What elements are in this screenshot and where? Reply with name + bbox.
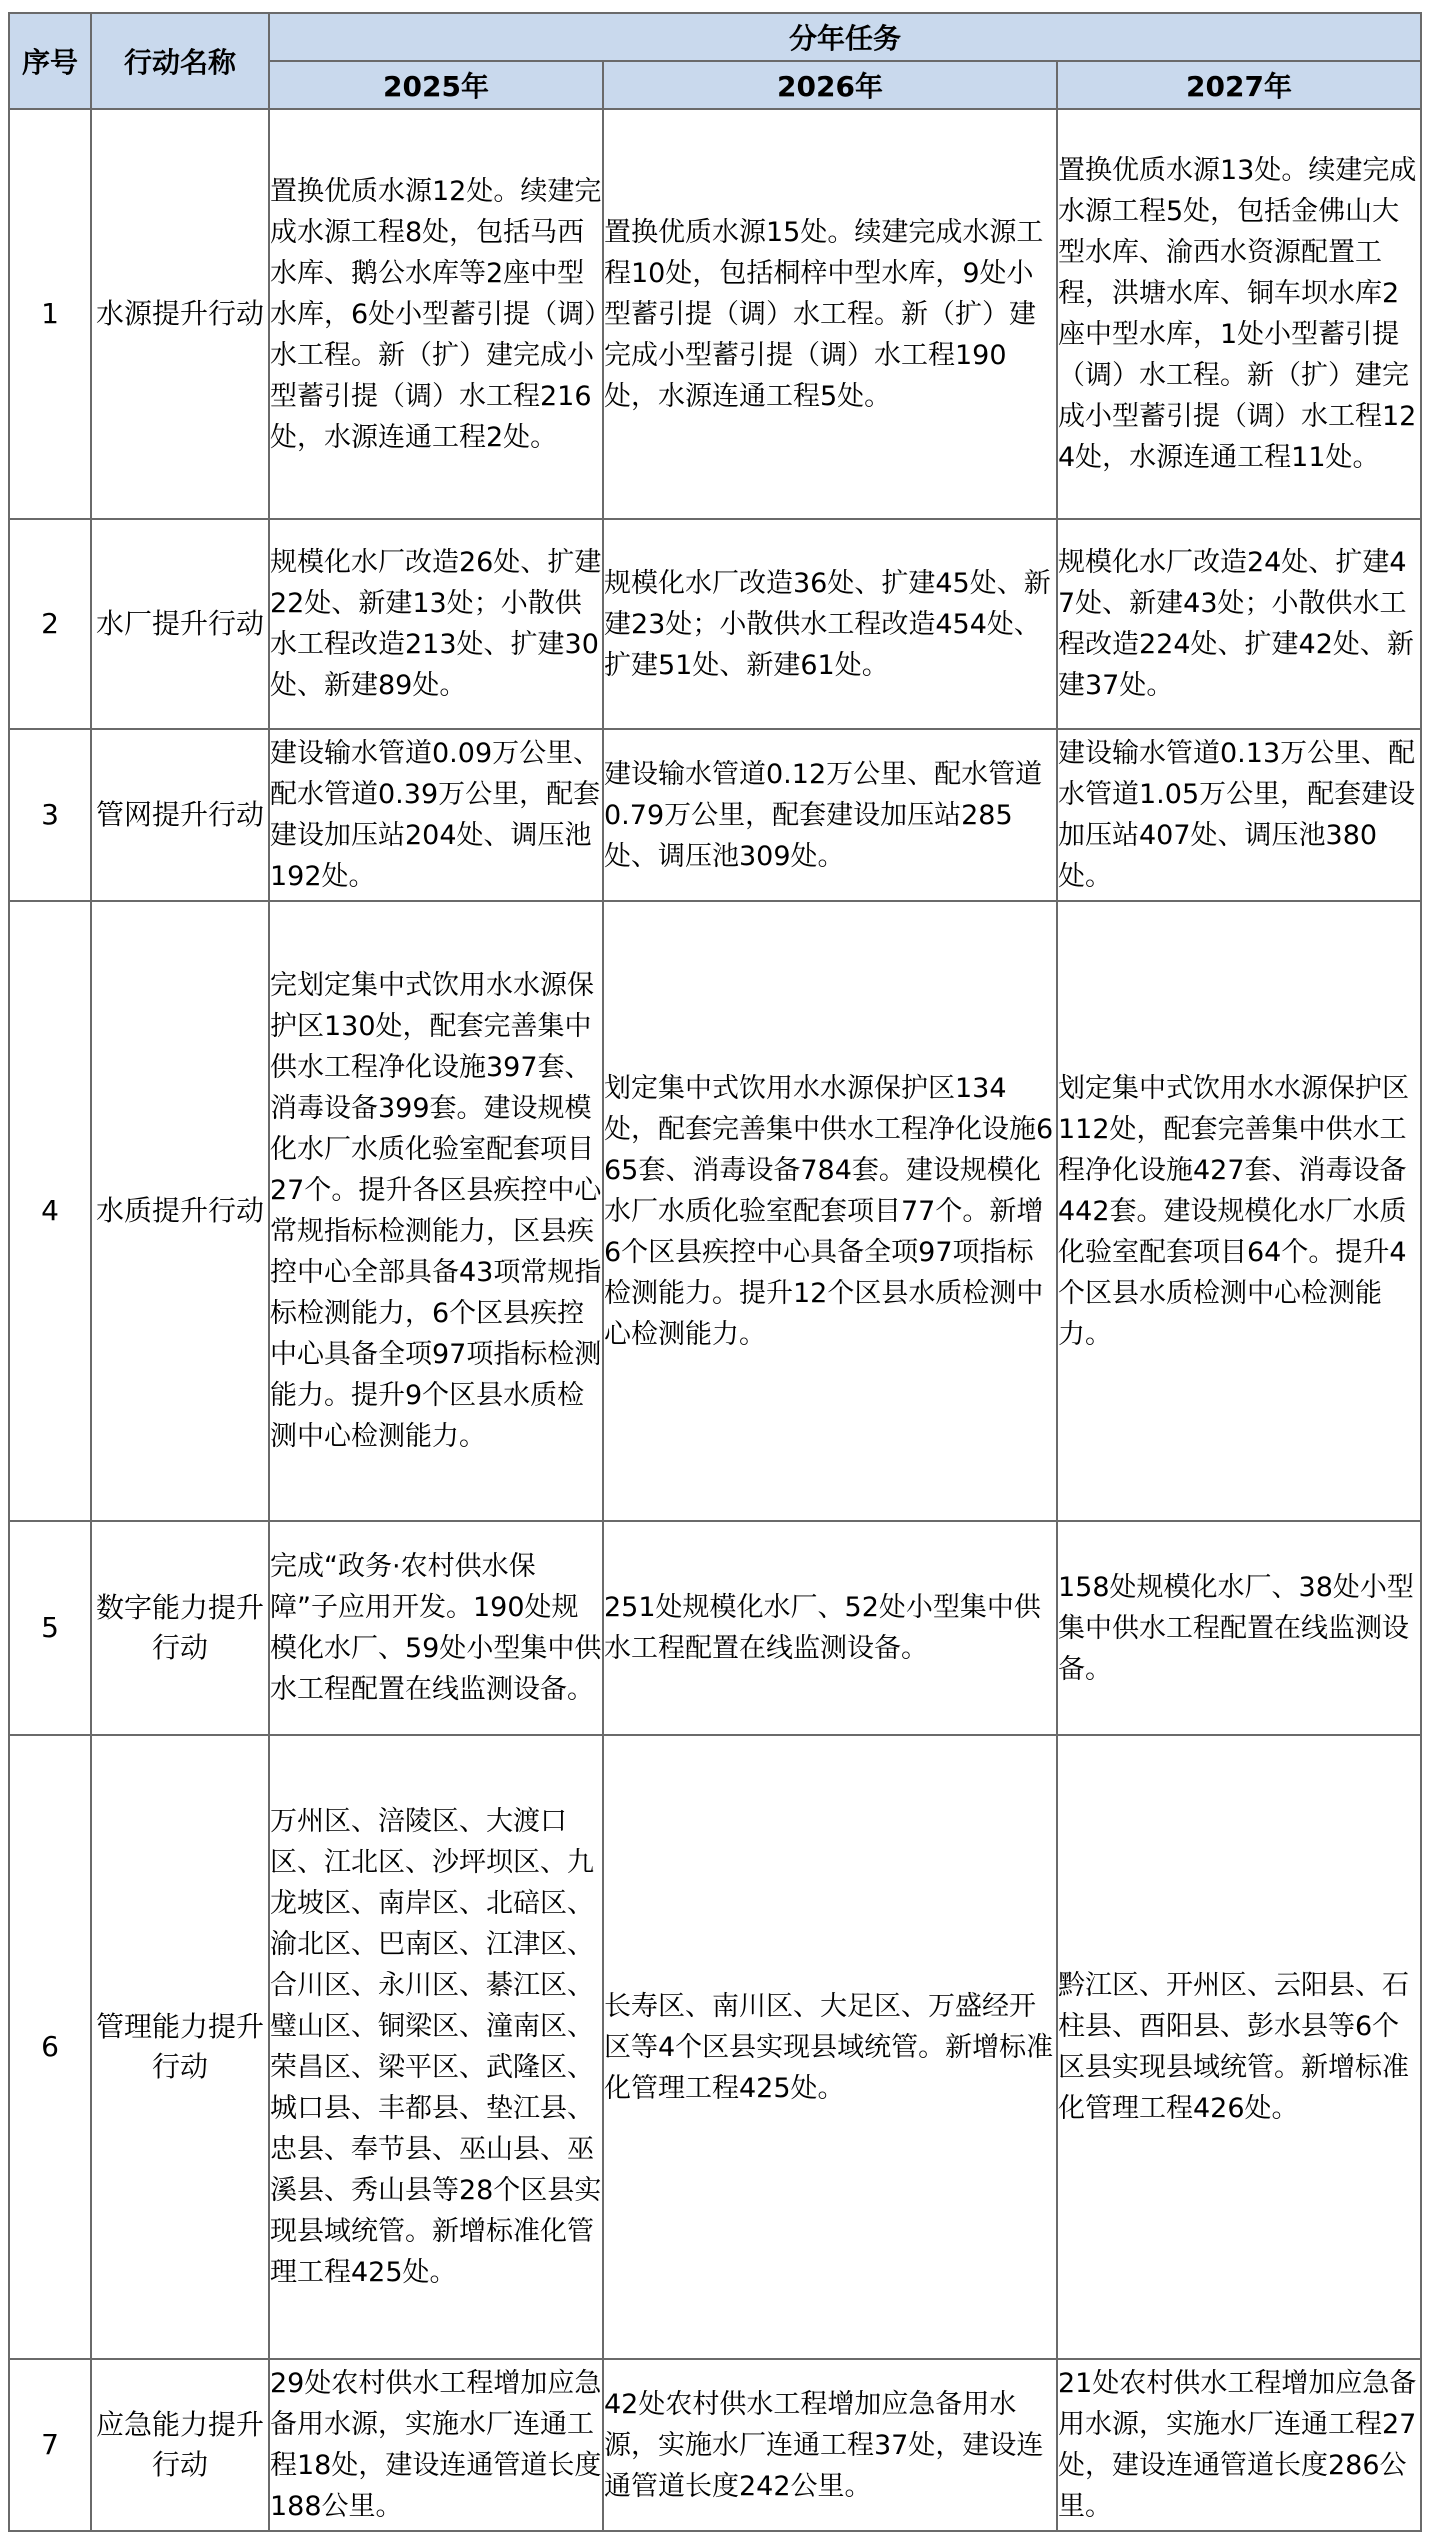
header-year-2027: 2027年 xyxy=(1057,61,1421,109)
row-task-2027: 置换优质水源13处。续建完成水源工程5处，包括金佛山大型水库、渝西水资源配置工程，洪塘水库、铜车坝水库2座中型水库，1处小型蓄引提（调）水工程。新（扩）建完成小型蓄引提（调）水工程124处，水源连通工程11处。 xyxy=(1057,109,1421,519)
header-year-2026: 2026年 xyxy=(603,61,1057,109)
row-action-name: 管网提升行动 xyxy=(91,729,269,901)
table-row xyxy=(9,1735,1421,2359)
row-action-name: 管理能力提升行动 xyxy=(91,1735,269,2359)
table-row xyxy=(9,519,1421,729)
row-task-2027: 建设输水管道0.13万公里、配水管道1.05万公里，配套建设加压站407处、调压池380处。 xyxy=(1057,729,1421,901)
table-row xyxy=(9,729,1421,901)
row-task-2026: 长寿区、南川区、大足区、万盛经开区等4个区县实现县域统管。新增标准化管理工程425处。 xyxy=(603,1735,1057,2359)
row-task-2025: 规模化水厂改造26处、扩建22处、新建13处；小散供水工程改造213处、扩建30处、新建89处。 xyxy=(269,519,603,729)
header-action-name: 行动名称 xyxy=(91,13,269,109)
row-action-name: 水质提升行动 xyxy=(91,901,269,1521)
row-task-2026: 划定集中式饮用水水源保护区134处，配套完善集中供水工程净化设施665套、消毒设备784套。建设规模化水厂水质化验室配套项目77个。新增6个区县疾控中心具备全项97项指标检测能力。提升12个区县水质检测中心检测能力。 xyxy=(603,901,1057,1521)
header-year-2025: 2025年 xyxy=(269,61,603,109)
row-seq: 6 xyxy=(9,1735,91,2359)
row-task-2025: 完成“政务·农村供水保障”子应用开发。190处规模化水厂、59处小型集中供水工程配置在线监测设备。 xyxy=(269,1521,603,1735)
row-task-2026: 251处规模化水厂、52处小型集中供水工程配置在线监测设备。 xyxy=(603,1521,1057,1735)
row-task-2025: 万州区、涪陵区、大渡口区、江北区、沙坪坝区、九龙坡区、南岸区、北碚区、渝北区、巴南区、江津区、合川区、永川区、綦江区、璧山区、铜梁区、潼南区、荣昌区、梁平区、武隆区、城口县、丰都县、垫江县、忠县、奉节县、巫山县、巫溪县、秀山县等28个区县实现县域统管。新增标准化管理工程425处。 xyxy=(269,1735,603,2359)
row-seq: 7 xyxy=(9,2359,91,2531)
annual-task-table xyxy=(8,12,1422,2532)
row-seq: 3 xyxy=(9,729,91,901)
header-seq: 序号 xyxy=(9,13,91,109)
row-task-2027: 划定集中式饮用水水源保护区112处，配套完善集中供水工程净化设施427套、消毒设备442套。建设规模化水厂水质化验室配套项目64个。提升4个区县水质检测中心检测能力。 xyxy=(1057,901,1421,1521)
row-seq: 2 xyxy=(9,519,91,729)
row-task-2025: 置换优质水源12处。续建完成水源工程8处，包括马西水库、鹅公水库等2座中型水库，6处小型蓄引提（调）水工程。新（扩）建完成小型蓄引提（调）水工程216处，水源连通工程2处。 xyxy=(269,109,603,519)
row-task-2027: 158处规模化水厂、38处小型集中供水工程配置在线监测设备。 xyxy=(1057,1521,1421,1735)
row-action-name: 数字能力提升行动 xyxy=(91,1521,269,1735)
row-task-2026: 置换优质水源15处。续建完成水源工程10处，包括桐梓中型水库，9处小型蓄引提（调）水工程。新（扩）建完成小型蓄引提（调）水工程190处，水源连通工程5处。 xyxy=(603,109,1057,519)
row-task-2025: 建设输水管道0.09万公里、配水管道0.39万公里，配套建设加压站204处、调压池192处。 xyxy=(269,729,603,901)
table-row xyxy=(9,109,1421,519)
row-seq: 1 xyxy=(9,109,91,519)
table-row xyxy=(9,1521,1421,1735)
row-task-2025: 完划定集中式饮用水水源保护区130处，配套完善集中供水工程净化设施397套、消毒设备399套。建设规模化水厂水质化验室配套项目27个。提升各区县疾控中心常规指标检测能力，区县疾控中心全部具备43项常规指标检测能力，6个区县疾控中心具备全项97项指标检测能力。提升9个区县水质检测中心检测能力。 xyxy=(269,901,603,1521)
row-task-2026: 规模化水厂改造36处、扩建45处、新建23处；小散供水工程改造454处、扩建51处、新建61处。 xyxy=(603,519,1057,729)
table-body xyxy=(9,109,1421,2531)
row-task-2025: 29处农村供水工程增加应急备用水源，实施水厂连通工程18处，建设连通管道长度188公里。 xyxy=(269,2359,603,2531)
row-seq: 5 xyxy=(9,1521,91,1735)
row-task-2027: 黔江区、开州区、云阳县、石柱县、酉阳县、彭水县等6个区县实现县域统管。新增标准化管理工程426处。 xyxy=(1057,1735,1421,2359)
header-annual-tasks: 分年任务 xyxy=(269,13,1421,61)
row-action-name: 水源提升行动 xyxy=(91,109,269,519)
row-task-2026: 建设输水管道0.12万公里、配水管道0.79万公里，配套建设加压站285处、调压池309处。 xyxy=(603,729,1057,901)
row-task-2027: 21处农村供水工程增加应急备用水源，实施水厂连通工程27处，建设连通管道长度286公里。 xyxy=(1057,2359,1421,2531)
row-task-2027: 规模化水厂改造24处、扩建47处、新建43处；小散供水工程改造224处、扩建42处、新建37处。 xyxy=(1057,519,1421,729)
row-action-name: 应急能力提升行动 xyxy=(91,2359,269,2531)
row-task-2026: 42处农村供水工程增加应急备用水源，实施水厂连通工程37处，建设连通管道长度242公里。 xyxy=(603,2359,1057,2531)
table-row xyxy=(9,2359,1421,2531)
row-action-name: 水厂提升行动 xyxy=(91,519,269,729)
table-row xyxy=(9,901,1421,1521)
table-header xyxy=(9,13,1421,109)
row-seq: 4 xyxy=(9,901,91,1521)
